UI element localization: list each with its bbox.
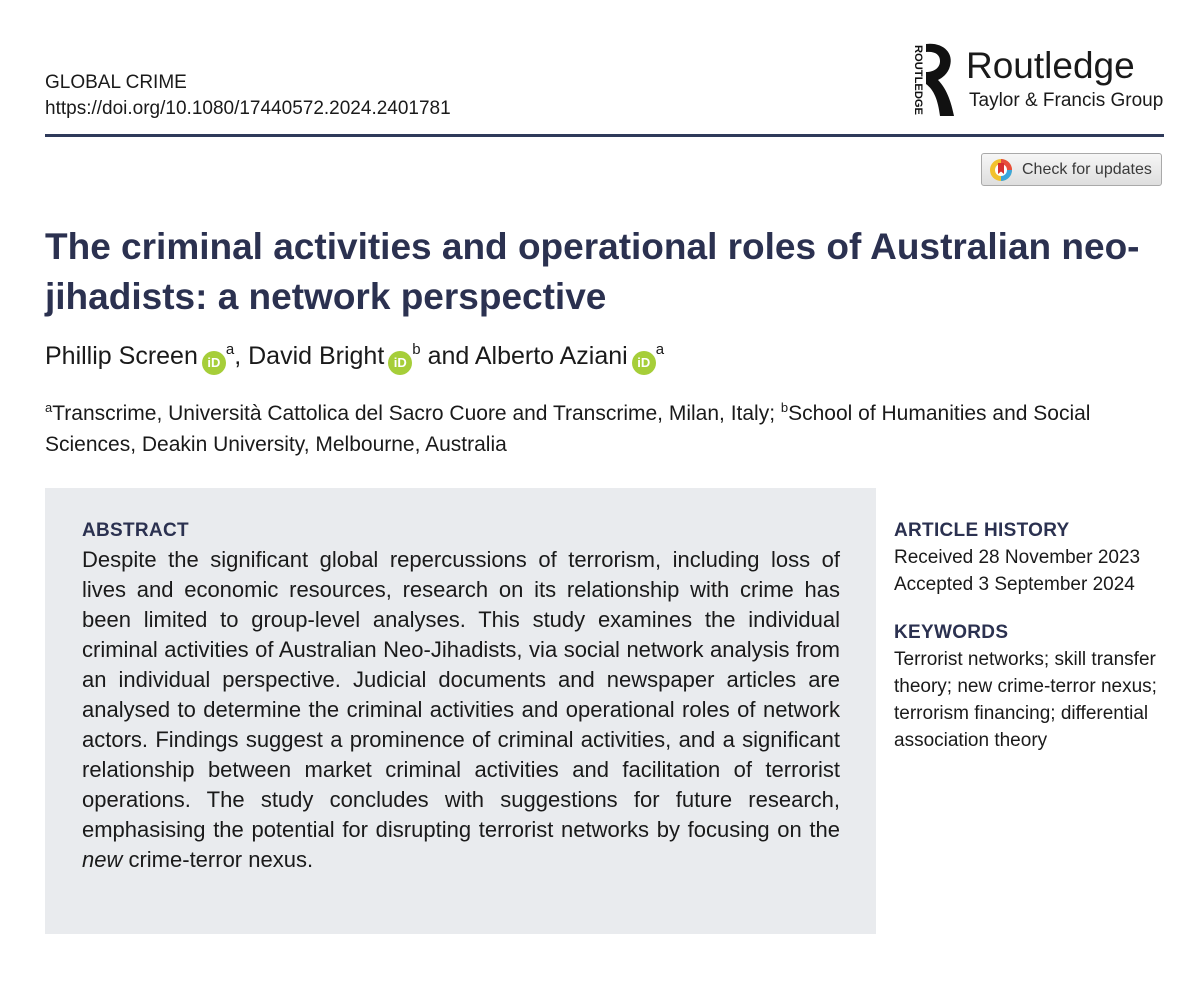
publisher-logo [902,42,1164,120]
accepted-date: Accepted 3 September 2024 [894,574,1135,595]
keywords-text: Terrorist networks; skill transfer theory; new crime-terror nexus; terrorism financing; differential association theory [894,649,1157,751]
routledge-vertical-text: ROUTLEDGE [912,45,924,115]
journal-header [45,70,451,122]
affiliation-marker: a [225,341,235,358]
publisher-name: Routledge [966,45,1135,86]
author-name: David Bright [248,342,385,370]
orcid-icon[interactable]: iD [632,351,656,375]
author-separator: and [420,342,475,370]
abstract-heading: ABSTRACT [82,520,189,541]
abstract-text: Despite the significant global repercussions of terrorism, including loss of lives and economic resources, research on its relationship with crime has been limited to group-level analyses. This study examines the individual criminal activities of Australian Neo-Jihadists, via social network analysis from an individual perspective. Judicial documents and newspaper articles are analysed to determine the criminal activities and operational roles of network actors. Findings suggest a prominence of criminal activities, and a significant relationship between market criminal activities and facilitation of terrorist operations. The study concludes with suggestions for future research, emphasising the potential for disrupting terrorist networks by focusing on the [82,547,840,842]
affiliation-text: School of Humanities and Social Sciences, Deakin University, Melbourne, Australia [45,402,1091,456]
check-for-updates-button[interactable] [981,153,1162,186]
article-history [894,518,1174,598]
orcid-icon[interactable]: iD [202,351,226,375]
publisher-group: Taylor & Francis Group [969,90,1164,111]
routledge-logo-icon [902,42,958,118]
keywords-heading: KEYWORDS [894,622,1009,643]
author-name: Alberto Aziani [474,342,628,370]
journal-name: GLOBAL CRIME [45,72,187,93]
abstract-text-end: crime-terror nexus. [122,847,314,872]
check-for-updates-label: Check for updates [1022,160,1152,178]
abstract-body [82,545,840,875]
affiliation-marker: b [780,400,789,415]
abstract-emphasis: new [82,847,123,872]
abstract-box [45,488,876,934]
article-history-heading: ARTICLE HISTORY [894,520,1070,541]
doi-link[interactable]: https://doi.org/10.1080/17440572.2024.2401781 [45,98,451,119]
affiliations [45,398,1160,460]
author-name: Phillip Screen [45,342,198,370]
article-title: The criminal activities and operational roles of Australian neo-jihadists: a network perspective [45,226,1140,317]
affiliation-marker: a [655,341,665,358]
author-list [45,338,664,375]
received-date: Received 28 November 2023 [894,547,1141,568]
affiliation-marker: b [412,341,421,358]
header-divider [45,134,1164,137]
crossmark-icon [989,158,1013,182]
author-separator: , [234,342,249,370]
keywords-section [894,620,1174,754]
affiliation-text: Transcrime, Università Cattolica del Sacro Cuore and Transcrime, Milan, Italy; [52,402,781,425]
affiliation-marker: a [45,400,53,415]
orcid-icon[interactable]: iD [388,351,412,375]
